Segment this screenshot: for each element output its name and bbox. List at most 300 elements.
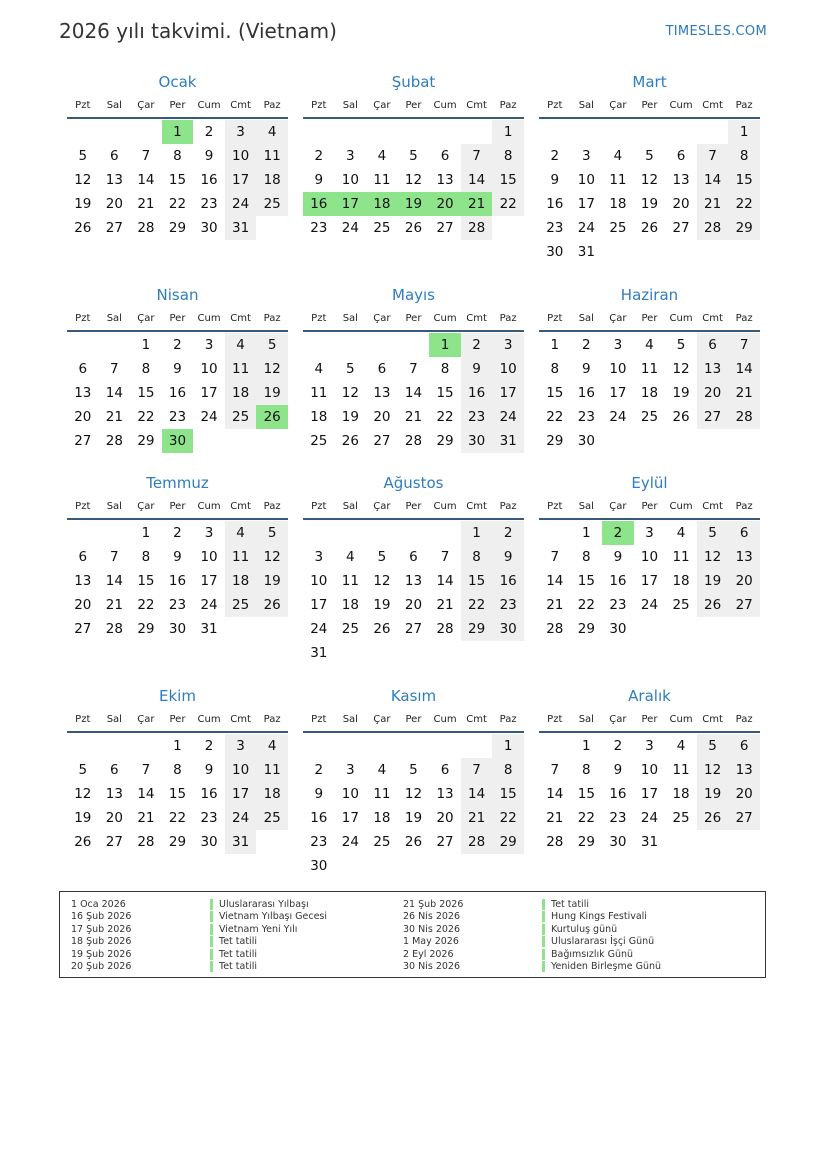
day-cell: 16 [609,786,627,802]
legend-row [403,924,661,936]
legend-row [71,924,327,936]
weekday-label: Cum [669,313,693,324]
day-cell: 24 [341,220,359,236]
day-cell: 18 [310,409,328,425]
day-cell: 31 [225,830,257,854]
day-cell: 5 [676,337,686,353]
weekday-label: Sal [578,501,594,512]
day-cell: 23 [310,834,328,850]
empty-cell [429,641,461,665]
legend-date: 18 Şub 2026 [71,936,132,948]
day-cell: 28 [546,834,564,850]
empty-cell [461,734,493,758]
legend-row [71,911,327,923]
day-cell: 11 [256,144,288,168]
empty-cell [303,333,335,357]
day-cell: 14 [461,168,493,192]
legend-holiday-name: Vietnam Yeni Yılı [210,924,297,935]
day-cell: 13 [728,545,760,569]
weekday-header [539,96,760,119]
weekday-label: Çar [609,100,627,111]
weekday-header [67,710,288,733]
empty-cell [429,734,461,758]
day-cell: 14 [137,172,155,188]
weekday-label: Pzt [311,501,327,512]
empty-cell [398,854,430,878]
month-name: Şubat [391,73,436,91]
day-cell: 14 [461,782,493,806]
day-cell: 17 [609,385,627,401]
brand-link[interactable]: TIMESLES.COM [665,24,767,39]
empty-cell [335,333,367,357]
day-cell: 22 [461,593,493,617]
weekday-label: Pzt [547,100,563,111]
empty-cell [99,333,131,357]
day-cell: 7 [550,762,560,778]
weekday-label: Çar [373,100,391,111]
legend-holiday-name: Tet tatili [210,961,257,972]
day-cell: 28 [697,216,729,240]
day-cell: 1 [582,738,591,754]
day-cell: 9 [204,148,214,164]
day-cell: 6 [440,148,450,164]
day-cell: 8 [173,148,182,164]
empty-cell [728,429,760,453]
day-cell: 13 [436,172,454,188]
empty-cell [225,429,257,453]
weekday-label: Per [169,714,186,725]
day-cell: 11 [373,786,391,802]
day-cell: 26 [373,621,391,637]
day-cell: 22 [436,409,454,425]
day-cell: 21 [404,409,423,425]
day-cell: 8 [582,762,591,778]
day-cell: 16 [168,385,187,401]
day-cell: 17 [310,597,328,613]
weekday-label: Çar [137,100,155,111]
day-cell: 25 [640,409,659,425]
day-cell: 15 [461,569,493,593]
day-cell: 31 [640,834,659,850]
weekday-label: Cmt [702,501,723,512]
day-cell: 30 [168,621,187,637]
day-cell: 5 [256,333,288,357]
day-cell: 20 [436,810,454,826]
day-cell: 26 [672,409,690,425]
day-cell: 9 [204,762,214,778]
day-cell: 27 [436,220,454,236]
day-cell: 19 [341,409,359,425]
day-cell: 22 [728,192,760,216]
day-cell: 10 [200,361,218,377]
weekday-label: Çar [609,313,627,324]
day-cell: 25 [256,806,288,830]
day-cell: 12 [404,172,423,188]
days-grid [67,119,288,240]
day-cell: 19 [672,385,690,401]
day-cell: 22 [168,196,187,212]
day-cell: 18 [672,573,690,589]
empty-cell [366,734,398,758]
legend-row [71,949,327,961]
empty-cell [366,521,398,545]
empty-cell [602,120,634,144]
weekday-label: Çar [373,313,391,324]
day-cell: 18 [609,196,627,212]
day-cell: 5 [78,148,88,164]
days-grid [539,733,760,854]
weekday-label: Cum [669,100,693,111]
day-cell: 21 [105,409,123,425]
day-cell: 2 [204,124,214,140]
day-cell: 9 [173,361,182,377]
weekday-label: Sal [342,313,358,324]
month-block [303,686,524,878]
day-cell: 4 [676,738,686,754]
legend-row [71,961,327,973]
days-grid [303,520,524,665]
weekday-label: Paz [263,313,281,324]
empty-cell [99,521,131,545]
empty-cell [366,120,398,144]
day-cell: 10 [341,786,359,802]
empty-cell [665,617,697,641]
month-block [67,473,288,641]
day-cell: 17 [640,573,659,589]
day-cell: 4 [645,337,654,353]
day-cell: 26 [256,593,288,617]
weekday-header [303,710,524,733]
empty-cell [634,240,666,264]
empty-cell [366,854,398,878]
day-cell: 16 [546,196,564,212]
day-cell: 31 [310,645,328,661]
holiday-day-cell: 18 [366,192,398,216]
day-cell: 13 [74,573,92,589]
empty-cell [665,429,697,453]
day-cell: 24 [225,806,257,830]
day-cell: 7 [550,549,560,565]
day-cell: 31 [225,216,257,240]
day-cell: 19 [404,810,423,826]
day-cell: 18 [672,786,690,802]
legend-holiday-name: Bağımsızlık Günü [542,949,633,960]
day-cell: 23 [310,220,328,236]
day-cell: 25 [225,593,257,617]
empty-cell [67,333,99,357]
weekday-label: Sal [578,313,594,324]
day-cell: 29 [168,220,187,236]
weekday-label: Sal [106,313,122,324]
legend-row [403,949,661,961]
empty-cell [398,641,430,665]
weekday-label: Pzt [75,100,91,111]
day-cell: 19 [697,569,729,593]
weekday-label: Sal [106,100,122,111]
day-cell: 20 [728,569,760,593]
legend-row [403,911,661,923]
weekday-label: Cmt [230,714,251,725]
day-cell: 27 [697,405,729,429]
day-cell: 31 [200,621,218,637]
weekday-label: Sal [106,714,122,725]
day-cell: 24 [341,834,359,850]
day-cell: 28 [137,834,155,850]
day-cell: 16 [168,573,187,589]
day-cell: 12 [341,385,359,401]
weekday-label: Paz [499,501,517,512]
month-name: Ekim [159,687,196,705]
day-cell: 20 [697,381,729,405]
empty-cell [634,429,666,453]
day-cell: 4 [377,762,387,778]
day-cell: 7 [409,361,418,377]
day-cell: 4 [225,521,257,545]
day-cell: 4 [256,734,288,758]
month-block [303,473,524,665]
day-cell: 28 [728,405,760,429]
weekday-label: Per [405,501,422,512]
day-cell: 9 [314,786,324,802]
day-cell: 7 [141,148,151,164]
day-cell: 10 [640,549,659,565]
legend-holiday-name: Vietnam Yılbaşı Gecesi [210,911,327,922]
empty-cell [256,216,288,240]
day-cell: 3 [645,525,654,541]
day-cell: 15 [728,168,760,192]
day-cell: 4 [613,148,623,164]
weekday-label: Sal [578,100,594,111]
empty-cell [429,521,461,545]
weekday-label: Cum [433,501,457,512]
day-cell: 7 [697,144,729,168]
day-cell: 30 [609,621,627,637]
legend-date: 26 Nis 2026 [403,911,460,923]
day-cell: 1 [728,120,760,144]
day-cell: 8 [173,762,182,778]
day-cell: 14 [137,786,155,802]
empty-cell [492,216,524,240]
weekday-label: Paz [263,714,281,725]
day-cell: 1 [492,120,524,144]
month-block [67,72,288,240]
weekday-label: Paz [735,313,753,324]
day-cell: 12 [672,361,690,377]
legend-row [71,899,327,911]
weekday-label: Cum [669,714,693,725]
day-cell: 15 [168,786,187,802]
day-cell: 25 [609,220,627,236]
legend-holiday-name: Tet tatili [542,899,589,910]
day-cell: 2 [461,333,493,357]
empty-cell [429,120,461,144]
day-cell: 15 [137,573,155,589]
empty-cell [335,641,367,665]
day-cell: 10 [577,172,595,188]
day-cell: 23 [461,405,493,429]
legend-date: 30 Nis 2026 [403,923,460,935]
empty-cell [492,854,524,878]
day-cell: 4 [346,549,355,565]
day-cell: 12 [697,545,729,569]
month-name: Mart [632,73,667,91]
holiday-day-cell: 1 [162,120,194,144]
day-cell: 17 [225,782,257,806]
weekday-label: Pzt [311,100,327,111]
month-name: Kasım [390,687,437,705]
day-cell: 15 [137,385,155,401]
day-cell: 16 [200,786,218,802]
month-block [539,473,760,641]
days-grid [303,733,524,878]
day-cell: 29 [436,433,454,449]
day-cell: 29 [728,216,760,240]
day-cell: 24 [225,192,257,216]
day-cell: 30 [200,220,218,236]
weekday-label: Cmt [466,100,487,111]
day-cell: 9 [613,762,623,778]
day-cell: 25 [341,621,359,637]
month-name: Mayıs [392,286,435,304]
day-cell: 26 [697,593,729,617]
day-cell: 4 [314,361,324,377]
day-cell: 10 [492,357,524,381]
day-cell: 14 [546,573,564,589]
month-name: Ocak [158,73,197,91]
legend-date: 16 Şub 2026 [71,911,132,923]
day-cell: 21 [546,810,564,826]
weekday-label: Pzt [75,501,91,512]
day-cell: 21 [728,381,760,405]
empty-cell [602,240,634,264]
day-cell: 13 [404,573,423,589]
day-cell: 1 [550,337,560,353]
day-cell: 28 [105,621,123,637]
day-cell: 6 [377,361,387,377]
day-cell: 24 [609,409,627,425]
days-grid [539,119,760,264]
day-cell: 27 [105,220,123,236]
weekday-label: Cmt [702,313,723,324]
day-cell: 27 [728,593,760,617]
day-cell: 12 [74,172,92,188]
day-cell: 11 [672,549,690,565]
day-cell: 10 [200,549,218,565]
day-cell: 24 [640,597,659,613]
day-cell: 2 [613,738,623,754]
day-cell: 25 [373,220,391,236]
day-cell: 23 [609,597,627,613]
day-cell: 13 [105,172,123,188]
weekday-label: Paz [263,100,281,111]
day-cell: 1 [173,738,182,754]
month-block [539,686,760,854]
weekday-label: Per [169,313,186,324]
day-cell: 17 [200,573,218,589]
empty-cell [697,617,729,641]
weekday-label: Pzt [547,501,563,512]
weekday-label: Sal [342,501,358,512]
day-cell: 28 [404,433,423,449]
empty-cell [697,830,729,854]
day-cell: 8 [461,545,493,569]
weekday-header [67,309,288,332]
day-cell: 23 [577,409,595,425]
day-cell: 1 [461,521,493,545]
day-cell: 8 [550,361,560,377]
day-cell: 11 [310,385,328,401]
day-cell: 8 [141,549,151,565]
day-cell: 19 [256,381,288,405]
day-cell: 5 [377,549,387,565]
day-cell: 9 [461,357,493,381]
empty-cell [256,617,288,641]
weekday-label: Cum [197,714,221,725]
day-cell: 24 [492,405,524,429]
day-cell: 20 [672,196,690,212]
day-cell: 21 [697,192,729,216]
day-cell: 5 [645,148,654,164]
day-cell: 11 [640,361,659,377]
weekday-label: Cmt [466,714,487,725]
day-cell: 7 [440,549,450,565]
day-cell: 27 [404,621,423,637]
day-cell: 25 [672,810,690,826]
legend-date: 1 Oca 2026 [71,899,126,910]
empty-cell [602,429,634,453]
empty-cell [398,521,430,545]
day-cell: 10 [225,758,257,782]
day-cell: 15 [577,786,595,802]
day-cell: 15 [168,172,187,188]
day-cell: 2 [204,738,214,754]
day-cell: 7 [110,361,119,377]
day-cell: 8 [141,361,151,377]
holiday-legend [59,891,766,978]
empty-cell [429,854,461,878]
weekday-label: Cmt [702,714,723,725]
day-cell: 24 [577,220,595,236]
day-cell: 18 [373,810,391,826]
day-cell: 9 [173,549,182,565]
day-cell: 30 [609,834,627,850]
day-cell: 15 [492,782,524,806]
day-cell: 5 [256,521,288,545]
empty-cell [461,641,493,665]
weekday-label: Per [641,100,658,111]
day-cell: 11 [373,172,391,188]
weekday-label: Cmt [230,100,251,111]
empty-cell [665,830,697,854]
day-cell: 25 [310,433,328,449]
month-name: Aralık [628,687,671,705]
day-cell: 12 [373,573,391,589]
day-cell: 25 [225,405,257,429]
day-cell: 12 [74,786,92,802]
day-cell: 15 [546,385,564,401]
empty-cell [335,521,367,545]
day-cell: 16 [310,810,328,826]
day-cell: 28 [105,433,123,449]
legend-holiday-name: Uluslararası İşçi Günü [542,936,654,947]
day-cell: 20 [373,409,391,425]
day-cell: 3 [346,762,355,778]
weekday-label: Paz [499,100,517,111]
day-cell: 29 [492,830,524,854]
day-cell: 9 [314,172,324,188]
day-cell: 25 [373,834,391,850]
empty-cell [634,617,666,641]
